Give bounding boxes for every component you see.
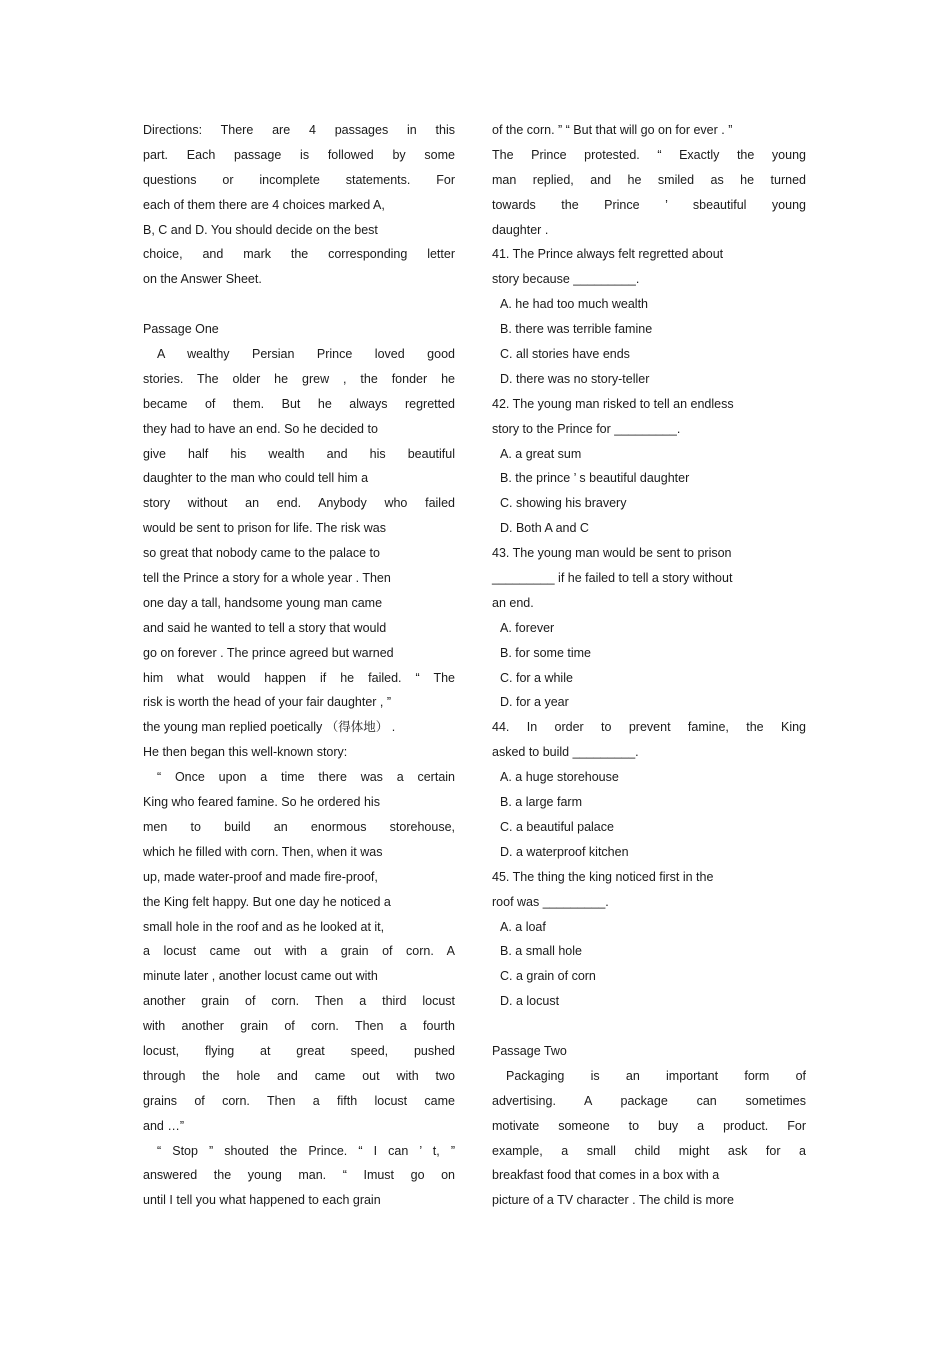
right-text-line: an end. <box>492 595 534 610</box>
left-text-line: until I tell you what happened to each grain <box>143 1193 381 1208</box>
left-column <box>143 118 455 1213</box>
right-text-line: Passage Two <box>492 1043 567 1058</box>
right-text-line: advertising. A package can sometimes <box>492 1093 806 1108</box>
left-text-line: He then began this well-known story: <box>143 745 348 760</box>
right-text-line: roof was _________. <box>492 894 609 909</box>
right-text-line: C. showing his bravery <box>500 496 627 511</box>
left-text-line: so great that nobody came to the palace to <box>143 546 380 561</box>
right-text-line: 41. The Prince always felt regretted about <box>492 247 724 262</box>
left-text-line: A wealthy Persian Prince loved good <box>157 347 455 362</box>
left-text-line: answered the young man. “ Imust go on <box>143 1168 455 1183</box>
left-text-line: risk is worth the head of your fair daughter , ” <box>143 695 392 710</box>
left-text-line: “ Stop ” shouted the Prince. “ I can ’ t, ” <box>157 1143 455 1158</box>
left-text-line: on the Answer Sheet. <box>143 272 262 287</box>
left-text-line: with another grain of corn. Then a fourth <box>143 1019 455 1034</box>
right-text-line: A. forever <box>500 620 555 635</box>
left-text-line: would be sent to prison for life. The risk was <box>143 521 386 536</box>
left-text-line: “ Once upon a time there was a certain <box>157 770 455 785</box>
left-text-line: minute later , another locust came out with <box>143 969 378 984</box>
left-text-line: go on forever . The prince agreed but warned <box>143 645 394 660</box>
left-text-line: which he filled with corn. Then, when it was <box>143 844 383 859</box>
left-text-line: tell the Prince a story for a whole year . Then <box>143 571 391 586</box>
left-text-line: King who feared famine. So he ordered his <box>143 795 380 810</box>
left-text-line: Passage One <box>143 322 219 337</box>
left-text-line: and …” <box>143 1118 184 1133</box>
left-text-line: men to build an enormous storehouse, <box>143 819 455 834</box>
right-text-line: B. the prince ’ s beautiful daughter <box>500 471 690 486</box>
left-text-line: choice, and mark the corresponding letter <box>143 247 455 262</box>
left-text-line: another grain of corn. Then a third locust <box>143 994 455 1009</box>
right-text-line: A. he had too much wealth <box>500 297 649 312</box>
right-text-line: A. a huge storehouse <box>500 770 619 785</box>
left-text-line: Directions: There are 4 passages in this <box>143 123 455 137</box>
left-text-line: each of them there are 4 choices marked A, <box>143 197 385 212</box>
right-text-line: D. a locust <box>500 994 560 1009</box>
right-text-line: B. a small hole <box>500 944 582 959</box>
left-text-line: questions or incomplete statements. For <box>143 172 455 187</box>
right-text-line: _________ if he failed to tell a story without <box>492 571 733 586</box>
left-text-line: story without an end. Anybody who failed <box>143 496 455 511</box>
right-text-line: B. for some time <box>500 645 591 660</box>
left-text-line: daughter to the man who could tell him a <box>143 471 369 486</box>
left-text-line: up, made water-proof and made fire-proof, <box>143 869 378 884</box>
right-text-line: C. a beautiful palace <box>500 819 614 834</box>
left-text-line: they had to have an end. So he decided to <box>143 421 378 436</box>
right-text-line: D. for a year <box>500 695 569 710</box>
left-text-line: through the hole and came out with two <box>143 1068 455 1083</box>
right-text-line: daughter . <box>492 222 549 237</box>
left-text-line: one day a tall, handsome young man came <box>143 595 383 610</box>
right-column <box>492 118 806 1213</box>
right-text-line: D. a waterproof kitchen <box>500 844 629 859</box>
right-text-line: motivate someone to buy a product. For <box>492 1118 806 1133</box>
right-text-line: story because _________. <box>492 272 640 287</box>
right-text-line: A. a loaf <box>500 919 546 934</box>
right-text-line: man replied, and he smiled as he turned <box>492 172 806 187</box>
left-text-line: small hole in the roof and as he looked at it, <box>143 919 385 934</box>
right-text-line: C. a grain of corn <box>500 969 596 984</box>
right-text-line: 43. The young man would be sent to prison <box>492 546 732 561</box>
left-text-line: the young man replied poetically （得体地） . <box>143 720 396 735</box>
right-text-line: C. all stories have ends <box>500 347 630 362</box>
left-text-line: the King felt happy. But one day he noticed a <box>143 894 391 909</box>
left-text-line <box>143 292 455 317</box>
right-text-line: 45. The thing the king noticed first in the <box>492 869 714 884</box>
left-text-line: became of them. But he always regretted <box>143 396 455 411</box>
left-text-line: B, C and D. You should decide on the best <box>143 222 378 237</box>
right-text-line: 44. In order to prevent famine, the King <box>492 720 806 735</box>
right-text-line: C. for a while <box>500 670 573 685</box>
left-text-line: him what would happen if he failed. “ The <box>143 670 455 685</box>
left-text-line: give half his wealth and his beautiful <box>143 446 455 461</box>
right-text-line: towards the Prince ’ sbeautiful young <box>492 197 806 212</box>
right-text-line: picture of a TV character . The child is more <box>492 1193 735 1208</box>
right-text-line: B. there was terrible famine <box>500 322 653 337</box>
left-text-line: part. Each passage is followed by some <box>143 147 455 162</box>
left-text-line: grains of corn. Then a fifth locust came <box>143 1093 455 1108</box>
right-text-line: asked to build _________. <box>492 745 639 760</box>
right-text-line: 42. The young man risked to tell an endless <box>492 396 734 411</box>
left-text-line: locust, flying at great speed, pushed <box>143 1043 455 1058</box>
right-text-line: B. a large farm <box>500 795 582 810</box>
right-text-line: The Prince protested. “ Exactly the young <box>492 147 806 162</box>
right-text-line: example, a small child might ask for a <box>492 1143 806 1158</box>
right-text-line <box>492 1014 806 1039</box>
right-text-line: Packaging is an important form of <box>506 1068 806 1083</box>
right-text-line: story to the Prince for _________. <box>492 421 681 436</box>
right-text-line: D. Both A and C <box>500 521 589 536</box>
left-text-line: and said he wanted to tell a story that would <box>143 620 387 635</box>
right-text-line: breakfast food that comes in a box with a <box>492 1168 720 1183</box>
right-text-line: D. there was no story-teller <box>500 371 650 386</box>
right-text-line: A. a great sum <box>500 446 582 461</box>
right-text-line: of the corn. ” “ But that will go on for ever . ” <box>492 123 733 137</box>
left-text-line: stories. The older he grew , the fonder he <box>143 371 455 386</box>
left-text-line: a locust came out with a grain of corn. A <box>143 944 455 959</box>
